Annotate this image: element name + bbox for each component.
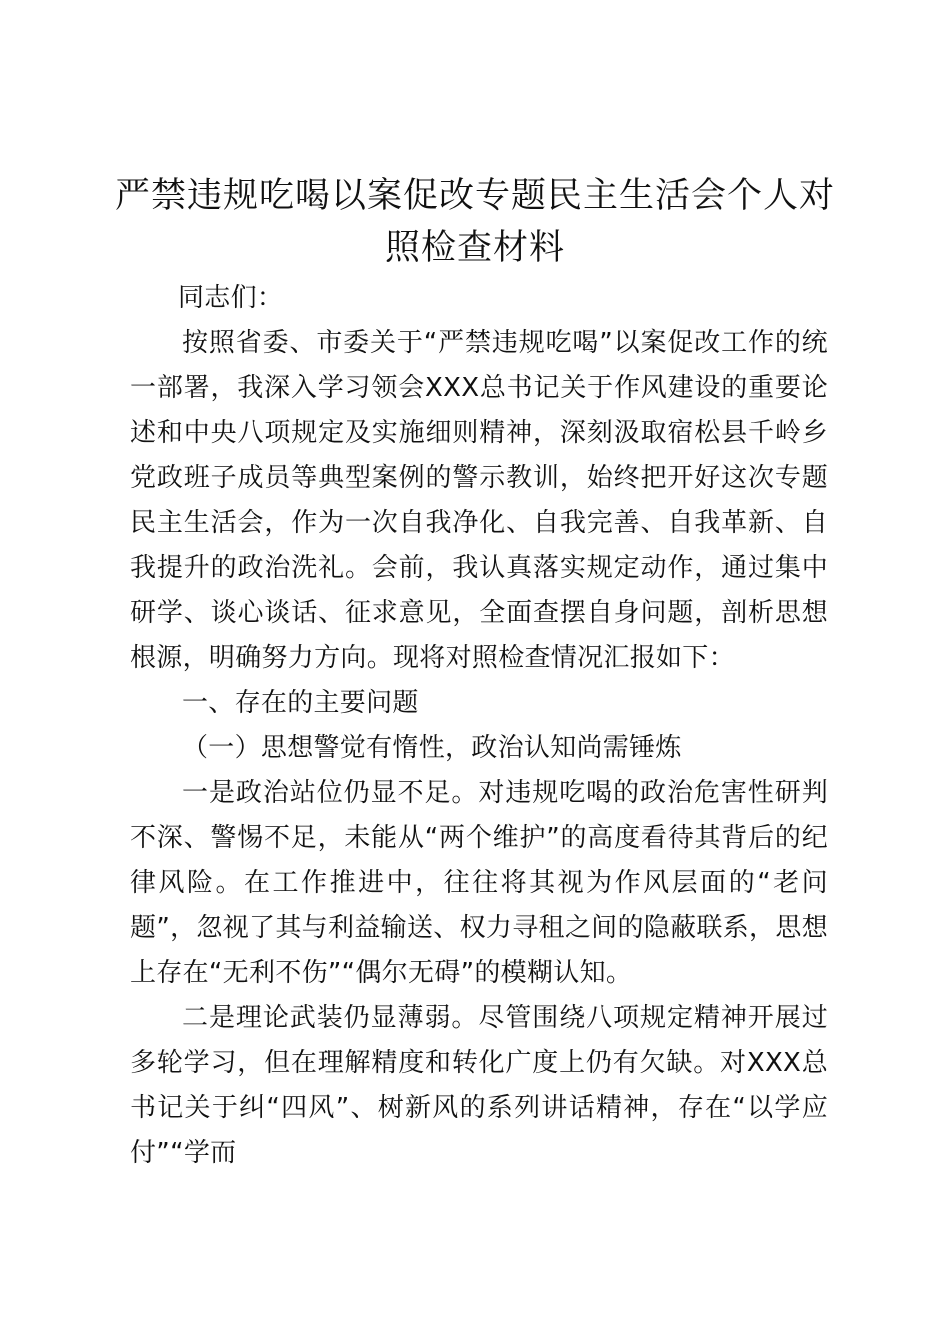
salutation: 同志们： (178, 283, 284, 313)
document-title: 严禁违规吃喝以案促改专题民主生活会个人对照检查材料 (114, 176, 835, 268)
intro-paragraph: 按照省委、市委关于“严禁违规吃喝”以案促改工作的统一部署，我深入学习领会XXX总书记关于作风建设的重要论述和中央八项规定及实施细则精神，深刻汲取宿松县千岭乡党政班子成员等典型案例的警示教训，始终把开好这次专题民主生活会，作为一次自我净化、自我完善、自我革新、自我提升的政治洗礼。会前，我认真落实规定动作，通过集中研学、谈心谈话、征求意见，全面查摆自身问题，剖析思想根源，明确努力方向。现将对照检查情况汇报如下： (130, 328, 828, 673)
section-heading: 一、存在的主要问题 (182, 688, 419, 718)
document-body (130, 276, 828, 1176)
point-paragraph-2: 二是理论武装仍显薄弱。尽管围绕八项规定精神开展过多轮学习，但在理解精度和转化广度上仍有欠缺。对XXX总书记关于纠“四风”、树新风的系列讲话精神，存在“以学应付”“学而 (130, 1003, 828, 1168)
point-paragraph-1: 一是政治站位仍显不足。对违规吃喝的政治危害性研判不深、警惕不足，未能从“两个维护”的高度看待其背后的纪律风险。在工作推进中，往往将其视为作风层面的“老问题”，忽视了其与利益输送、权力寻租之间的隐蔽联系，思想上存在“无利不伤”“偶尔无碍”的模糊认知。 (130, 778, 828, 988)
subsection-heading: （一）思想警觉有惰性，政治认知尚需锤炼 (182, 733, 682, 763)
